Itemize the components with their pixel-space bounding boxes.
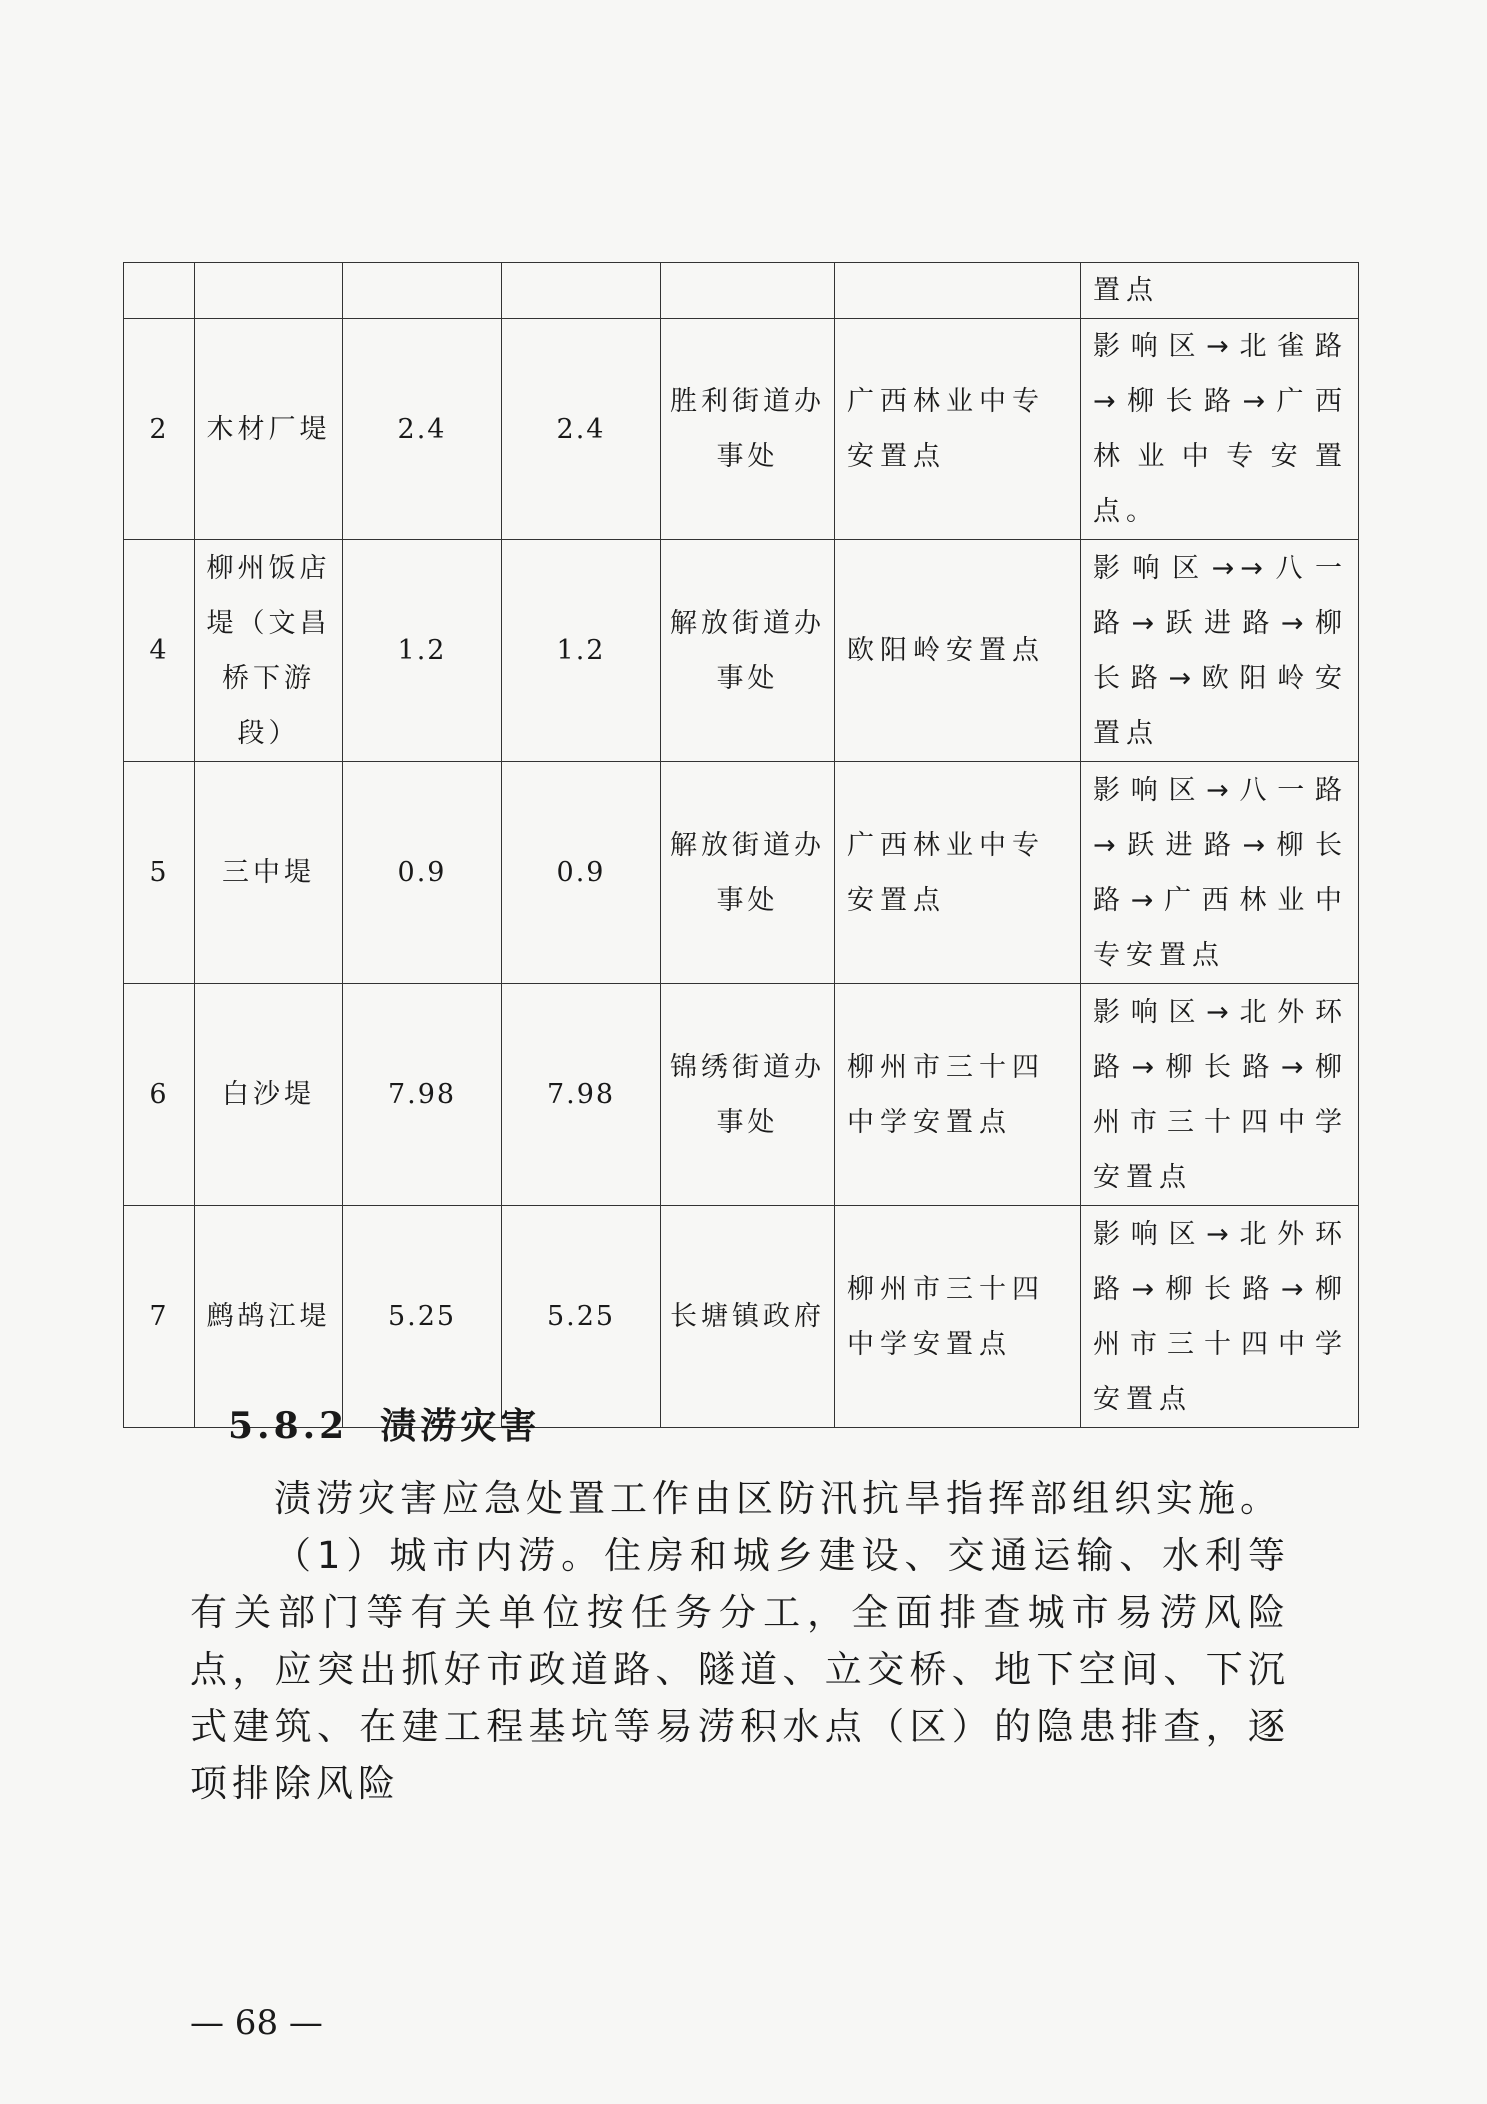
- table-row: [124, 540, 1359, 762]
- levee-name: 三中堤: [195, 762, 343, 984]
- section-heading: [228, 1398, 540, 1449]
- row-number: 4: [124, 540, 195, 762]
- value-cell: 7.98: [343, 984, 502, 1206]
- table-row: [124, 319, 1359, 540]
- responsible-unit: 解放街道办事处: [661, 540, 835, 762]
- section-title: 渍涝灾害: [380, 1406, 541, 1447]
- value-cell: 0.9: [502, 762, 661, 984]
- evacuation-route: 影响区→北外环路→柳长路→柳州市三十四中学安置点: [1081, 984, 1359, 1206]
- value-cell: 0.9: [343, 762, 502, 984]
- value-cell: 5.25: [343, 1206, 502, 1428]
- value-cell: 2.4: [502, 319, 661, 540]
- responsible-unit: 长塘镇政府: [661, 1206, 835, 1428]
- body-paragraph: （1）城市内涝。住房和城乡建设、交通运输、水利等有关部门等有关单位按任务分工，全面排查城市易涝风险点，应突出抓好市政道路、隧道、立交桥、地下空间、下沉式建筑、在建工程基坑等易涝积水点（区）的隐患排查，逐项排除风险: [190, 1534, 1290, 1805]
- evacuation-route: 影响区→八一路→跃进路→柳长路→广西林业中专安置点: [1081, 762, 1359, 984]
- value-cell: 1.2: [343, 540, 502, 762]
- resettlement-site: 广西林业中专安置点: [835, 319, 1081, 540]
- responsible-unit: 胜利街道办事处: [661, 319, 835, 540]
- body-paragraph: 渍涝灾害应急处置工作由区防汛抗旱指挥部组织实施。: [274, 1477, 1282, 1520]
- evacuation-route: 影响区→→八一路→跃进路→柳长路→欧阳岭安置点: [1081, 540, 1359, 762]
- responsible-unit: [661, 263, 835, 319]
- section-number: 5.8.2: [228, 1405, 349, 1447]
- table-row: [124, 1206, 1359, 1428]
- resettlement-site: [835, 263, 1081, 319]
- levee-name: 柳州饭店堤（文昌桥下游段）: [195, 540, 343, 762]
- value-cell: 5.25: [502, 1206, 661, 1428]
- row-number: 2: [124, 319, 195, 540]
- row-number: [124, 263, 195, 319]
- evacuation-route: 影响区→北外环路→柳长路→柳州市三十四中学安置点: [1081, 1206, 1359, 1428]
- value-cell: 2.4: [343, 319, 502, 540]
- table-row: [124, 263, 1359, 319]
- evacuation-route-table: [123, 262, 1359, 1428]
- row-number: 5: [124, 762, 195, 984]
- page-number: — 68 —: [190, 2003, 323, 2043]
- value-cell: [502, 263, 661, 319]
- row-number: 7: [124, 1206, 195, 1428]
- resettlement-site: 欧阳岭安置点: [835, 540, 1081, 762]
- levee-name: 鹧鸪江堤: [195, 1206, 343, 1428]
- levee-name: 白沙堤: [195, 984, 343, 1206]
- resettlement-site: 柳州市三十四中学安置点: [835, 1206, 1081, 1428]
- levee-name: [195, 263, 343, 319]
- value-cell: 7.98: [502, 984, 661, 1206]
- row-number: 6: [124, 984, 195, 1206]
- table-row: [124, 984, 1359, 1206]
- table-row: [124, 762, 1359, 984]
- value-cell: 1.2: [502, 540, 661, 762]
- value-cell: [343, 263, 502, 319]
- resettlement-site: 柳州市三十四中学安置点: [835, 984, 1081, 1206]
- evacuation-route: 影响区→北雀路→柳长路→广西林业中专安置点。: [1081, 319, 1359, 540]
- levee-name: 木材厂堤: [195, 319, 343, 540]
- responsible-unit: 解放街道办事处: [661, 762, 835, 984]
- resettlement-site: 广西林业中专安置点: [835, 762, 1081, 984]
- responsible-unit: 锦绣街道办事处: [661, 984, 835, 1206]
- evacuation-route: 置点: [1081, 263, 1359, 319]
